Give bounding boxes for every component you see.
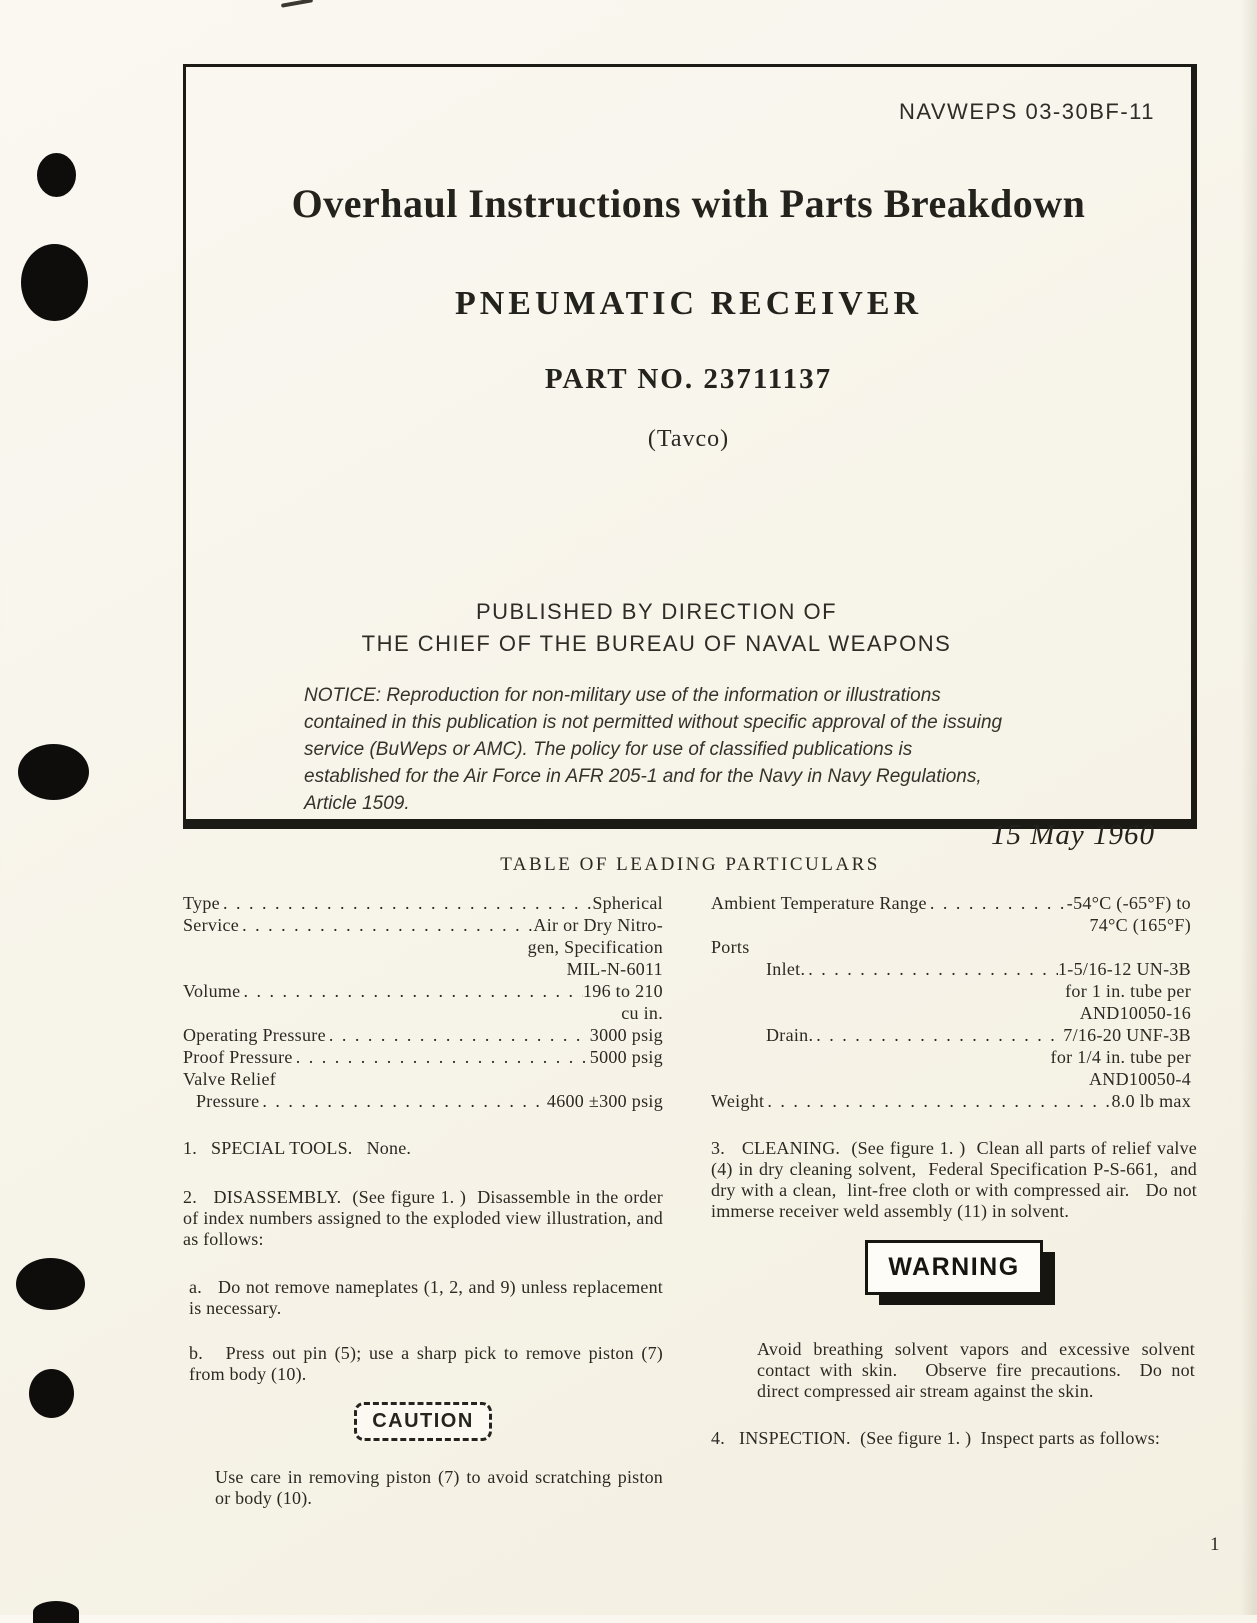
particulars-row bbox=[711, 980, 1191, 1002]
particulars-label: Inlet. bbox=[766, 959, 806, 979]
dot-leader bbox=[220, 892, 592, 914]
particulars-row bbox=[183, 892, 663, 914]
warning-box bbox=[865, 1240, 1042, 1295]
doc-number: NAVWEPS 03-30BF-11 bbox=[898, 99, 1155, 124]
section-special-tools: 1. SPECIAL TOOLS. None. bbox=[183, 1138, 412, 1158]
particulars-row bbox=[183, 1002, 663, 1024]
scan-artifact-bottom bbox=[33, 1601, 79, 1623]
particulars-value: 3000 psig bbox=[589, 1025, 663, 1045]
particulars-label: Valve Relief bbox=[183, 1069, 277, 1089]
particulars-value: -54°C (-65°F) to bbox=[1066, 893, 1191, 913]
particulars-row bbox=[711, 1046, 1191, 1068]
particulars-row bbox=[711, 1002, 1191, 1024]
punch-hole-icon bbox=[21, 244, 88, 321]
particulars-label: Pressure bbox=[196, 1091, 260, 1111]
particulars-value: 5000 psig bbox=[589, 1047, 663, 1067]
particulars-label: Type bbox=[183, 893, 220, 913]
two-column-layout bbox=[183, 892, 1202, 1509]
particulars-row bbox=[183, 958, 663, 980]
punch-hole-icon bbox=[18, 744, 89, 800]
particulars-row bbox=[183, 1024, 663, 1046]
particulars-row bbox=[711, 914, 1191, 936]
title-block-frame bbox=[183, 64, 1197, 851]
caution-label: CAUTION bbox=[372, 1410, 474, 1432]
particulars-value: gen, Specification bbox=[527, 937, 663, 957]
particulars-row bbox=[183, 1068, 663, 1090]
particulars-value: Air or Dry Nitro- bbox=[533, 915, 663, 935]
particulars-row bbox=[711, 1090, 1191, 1112]
particulars-value: 4600 ±300 psig bbox=[546, 1091, 663, 1111]
dot-leader bbox=[927, 892, 1067, 914]
section-cleaning: 3. CLEANING. (See figure 1. ) Clean all parts of relief valve (4) in dry cleaning solvent, Federal Specification P-S-661, and dry with a clean, lint-free cloth or with compressed air. Do not immerse receiver weld assembly (11) in solvent. bbox=[711, 1138, 1202, 1221]
published-line-1: PUBLISHED BY DIRECTION OF bbox=[475, 599, 838, 624]
warning-box-wrap bbox=[711, 1240, 1197, 1295]
particulars-label: Weight bbox=[711, 1091, 765, 1111]
particulars-label: Ports bbox=[711, 937, 750, 957]
caution-text: Use care in removing piston (7) to avoid scratching piston or body (10). bbox=[215, 1467, 668, 1508]
dot-leader bbox=[326, 1024, 590, 1046]
particulars-label: Operating Pressure bbox=[183, 1025, 326, 1045]
punch-hole-icon bbox=[29, 1369, 74, 1418]
particulars-value: cu in. bbox=[621, 1003, 663, 1023]
particulars-value: 1-5/16-12 UN-3B bbox=[1058, 959, 1191, 979]
particulars-table-right bbox=[711, 892, 1197, 1112]
section-disassembly: 2. DISASSEMBLY. (See figure 1. ) Disassemble in the order of index numbers assigned to the exploded view illustration, and as follows: bbox=[183, 1187, 668, 1249]
dot-leader bbox=[813, 1024, 1063, 1046]
particulars-row bbox=[711, 1024, 1191, 1046]
published-line-2: THE CHIEF OF THE BUREAU OF NAVAL WEAPONS bbox=[361, 631, 952, 656]
dot-leader bbox=[239, 914, 533, 936]
particulars-value: MIL-N-6011 bbox=[566, 959, 663, 979]
left-column bbox=[183, 892, 668, 1509]
particulars-value: Spherical bbox=[592, 893, 663, 913]
particulars-label: Drain. bbox=[766, 1025, 814, 1045]
particulars-label: Service bbox=[183, 915, 240, 935]
main-content bbox=[183, 854, 1202, 1509]
particulars-title: TABLE OF LEADING PARTICULARS bbox=[500, 854, 880, 875]
particulars-value: 74°C (165°F) bbox=[1089, 915, 1191, 935]
particulars-value: for 1 in. tube per bbox=[1065, 981, 1191, 1001]
particulars-value: AND10050-4 bbox=[1089, 1069, 1191, 1089]
publication-date: 15 May 1960 bbox=[990, 819, 1155, 851]
disassembly-step-b: b. Press out pin (5); use a sharp pick to remove piston (7) from body (10). bbox=[189, 1343, 668, 1384]
punch-hole-icon bbox=[37, 153, 76, 197]
right-column bbox=[711, 892, 1202, 1509]
particulars-value: 8.0 lb max bbox=[1111, 1091, 1191, 1111]
warning-label: WARNING bbox=[888, 1253, 1020, 1281]
equipment-name: PNEUMATIC RECEIVER bbox=[454, 285, 923, 322]
notice-paragraph: NOTICE: Reproduction for non-military use of the information or illustrations contained in this publication is not permitted without specific approval of the issuing service (BuWeps or AMC). The policy for use of classified publications is established for the Air Force in AFR 205-1 and for the Navy in Navy Regulations, Article 1509. bbox=[304, 685, 1003, 814]
particulars-row bbox=[183, 936, 663, 958]
dot-leader bbox=[293, 1046, 590, 1068]
particulars-label: Ambient Temperature Range bbox=[711, 893, 927, 913]
scan-artifact-top bbox=[281, 0, 313, 8]
warning-text: Avoid breathing solvent vapors and excessive solvent contact with skin. Observe fire precautions. Do not direct compressed air stream against the skin. bbox=[757, 1339, 1200, 1401]
page-number: 1 bbox=[1210, 1534, 1220, 1555]
section-inspection: 4. INSPECTION. (See figure 1. ) Inspect parts as follows: bbox=[711, 1428, 1161, 1448]
particulars-table-left bbox=[183, 892, 663, 1112]
particulars-row bbox=[183, 1090, 663, 1112]
dot-leader bbox=[764, 1090, 1111, 1112]
particulars-row bbox=[183, 980, 663, 1002]
caution-box-wrap bbox=[183, 1402, 663, 1441]
particulars-row bbox=[183, 914, 663, 936]
particulars-row bbox=[711, 892, 1191, 914]
particulars-value: AND10050-16 bbox=[1079, 1003, 1191, 1023]
particulars-label: Volume bbox=[183, 981, 241, 1001]
published-by-block bbox=[304, 596, 1009, 660]
manufacturer-name: (Tavco) bbox=[647, 426, 730, 452]
particulars-label: Proof Pressure bbox=[183, 1047, 293, 1067]
particulars-row bbox=[711, 1068, 1191, 1090]
particulars-row bbox=[183, 1046, 663, 1068]
particulars-row bbox=[711, 958, 1191, 980]
particulars-value: 196 to 210 bbox=[582, 981, 663, 1001]
particulars-row bbox=[711, 936, 1191, 958]
punch-hole-icon bbox=[16, 1258, 85, 1310]
dot-leader bbox=[259, 1090, 547, 1112]
dot-leader bbox=[240, 980, 583, 1002]
particulars-value: 7/16-20 UNF-3B bbox=[1063, 1025, 1191, 1045]
particulars-value: for 1/4 in. tube per bbox=[1050, 1047, 1191, 1067]
dot-leader bbox=[805, 958, 1058, 980]
page-title: Overhaul Instructions with Parts Breakdown bbox=[291, 181, 1086, 226]
part-number: PART NO. 23711137 bbox=[544, 363, 833, 395]
caution-box bbox=[354, 1402, 492, 1441]
disassembly-step-a: a. Do not remove nameplates (1, 2, and 9) unless replacement is necessary. bbox=[189, 1277, 668, 1318]
